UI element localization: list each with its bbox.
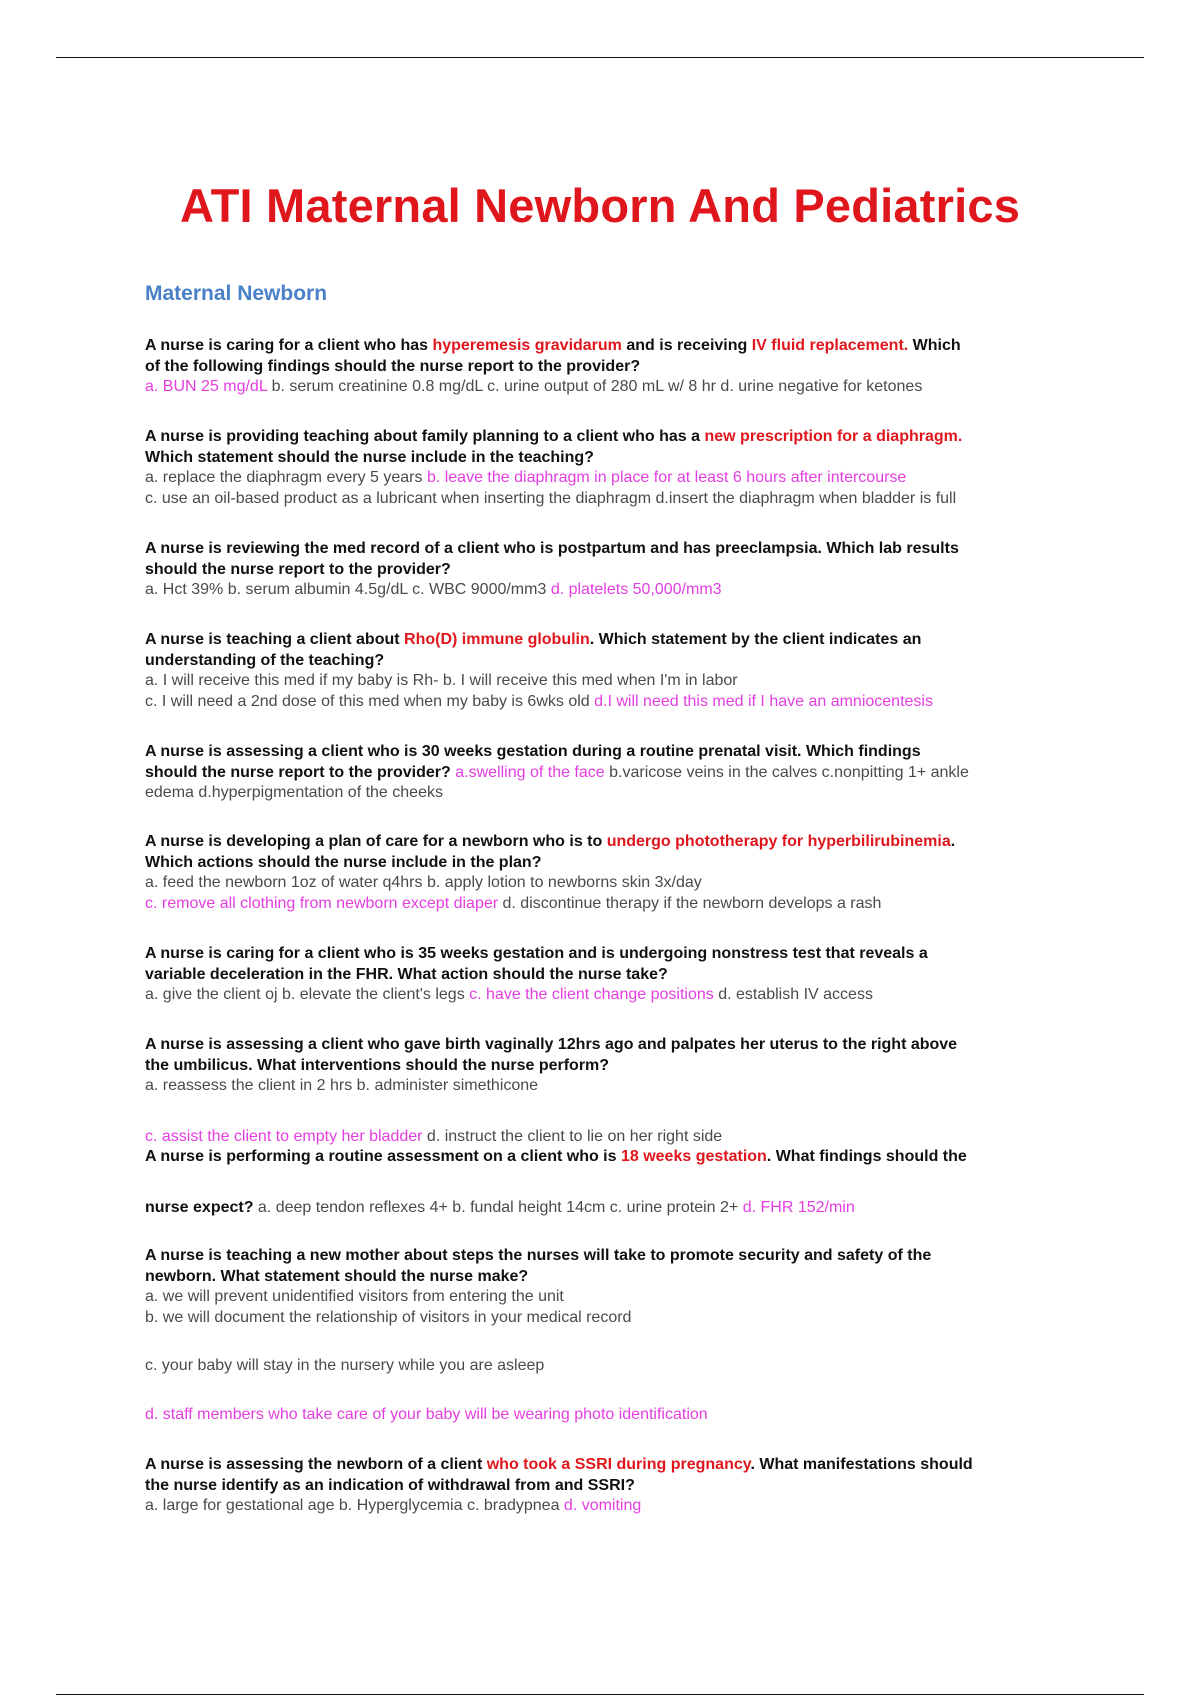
q1-options: b. serum creatinine 0.8 mg/dL c. urine output of 280 mL w/ 8 hr d. urine negative for ketones: [267, 378, 923, 395]
q6-options-ab: a. feed the newborn 1oz of water q4hrs b. apply lotion to newborns skin 3x/day: [145, 874, 702, 891]
top-rule: [56, 57, 1144, 58]
q9-highlight: 18 weeks gestation: [620, 1148, 767, 1165]
q10-option-b: b. we will document the relationship of visitors in your medical record: [145, 1308, 632, 1326]
q4-options-ab: a. I will receive this med if my baby is Rh- b. I will receive this med when I'm in labor: [145, 672, 738, 689]
q11-answer: d. vomiting: [563, 1497, 642, 1514]
q4-highlight: Rho(D) immune globulin: [404, 631, 590, 648]
q1-highlight-b: IV fluid replacement.: [751, 337, 909, 354]
q10-stem-b: newborn. What statement should the nurse make?: [145, 1267, 529, 1285]
q11-options: a. large for gestational age b. Hyperglycemia c. bradypnea: [145, 1497, 564, 1514]
q6-answer: c. remove all clothing from newborn except diaper: [145, 894, 499, 912]
q6-highlight: undergo phototherapy for hyperbilirubinemia: [606, 833, 951, 850]
q5-answer: a.swelling of the face: [455, 763, 605, 781]
q11-stem: A nurse is assessing the newborn of a client: [145, 1456, 487, 1473]
q10-option-c: c. your baby will stay in the nursery while you are asleep: [145, 1357, 545, 1374]
q7-answer: c. have the client change positions: [469, 986, 714, 1003]
q6-option-d: d. discontinue therapy if the newborn develops a rash: [498, 894, 882, 912]
q6-stem-c: Which actions should the nurse include in the plan?: [145, 853, 542, 871]
q9-options: a. deep tendon reflexes 4+ b. fundal height 14cm c. urine protein 2+: [253, 1198, 743, 1216]
question-6: [145, 832, 1085, 914]
q1-stem: A nurse is caring for a client who has: [145, 337, 433, 354]
q8-option-d: d. instruct the client to lie on her right side: [422, 1127, 723, 1145]
q10-stem: A nurse is teaching a new mother about steps the nurses will take to promote security and safety of the: [145, 1247, 932, 1264]
q3-stem: A nurse is reviewing the med record of a client who is postpartum and has preeclampsia. Which lab results: [145, 540, 959, 557]
q9-stem-c: nurse expect?: [145, 1198, 254, 1216]
question-10: [145, 1246, 1085, 1425]
q8-stem-b: the umbilicus. What interventions should the nurse perform?: [145, 1056, 610, 1074]
question-5: [145, 742, 1085, 804]
question-8: [145, 1035, 1085, 1147]
question-2: [145, 427, 1085, 509]
q1-answer: a. BUN 25 mg/dL: [145, 378, 268, 395]
q10-option-a: a. we will prevent unidentified visitors from entering the unit: [145, 1288, 564, 1305]
q5-options-b: edema d.hyperpigmentation of the cheeks: [145, 784, 443, 801]
q1-stem-d: of the following findings should the nurse report to the provider?: [145, 357, 641, 375]
q4-stem-b: . Which statement by the client indicates an: [589, 631, 922, 648]
q8-answer: c. assist the client to empty her bladder: [145, 1127, 423, 1145]
q3-stem-b: should the nurse report to the provider?: [145, 560, 451, 578]
q2-answer: b. leave the diaphragm in place for at least 6 hours after intercourse: [426, 469, 907, 486]
question-4: [145, 630, 1085, 712]
q4-stem-c: understanding of the teaching?: [145, 651, 385, 669]
q5-stem: A nurse is assessing a client who is 30 weeks gestation during a routine prenatal visit. Which findings: [145, 743, 921, 760]
q7-option-d: d. establish IV access: [713, 986, 873, 1003]
q4-answer: d.I will need this med if I have an amniocentesis: [594, 692, 933, 710]
q1-stem-b: and is receiving: [621, 337, 752, 354]
page-title: ATI Maternal Newborn And Pediatrics: [179, 179, 1021, 232]
q9-answer: d. FHR 152/min: [742, 1198, 855, 1216]
q5-options: b.varicose veins in the calves c.nonpitting 1+ ankle: [604, 763, 969, 781]
q2-highlight: new prescription for a diaphragm.: [704, 428, 963, 445]
q7-options-ab: a. give the client oj b. elevate the client's legs: [145, 986, 470, 1003]
q11-stem-b: . What manifestations should: [750, 1456, 973, 1473]
q2-stem-b: Which statement should the nurse include in the teaching?: [145, 448, 594, 466]
q9-stem-b: . What findings should the: [766, 1148, 967, 1165]
q3-answer: d. platelets 50,000/mm3: [550, 581, 722, 598]
question-3: [145, 539, 1085, 601]
q7-stem-b: variable deceleration in the FHR. What action should the nurse take?: [145, 965, 668, 983]
question-9: [145, 1147, 1085, 1218]
q7-stem: A nurse is caring for a client who is 35 weeks gestation and is undergoing nonstress test that reveals a: [145, 945, 928, 962]
q2-option-a: a. replace the diaphragm every 5 years: [145, 469, 427, 486]
section-heading: Maternal Newborn: [145, 282, 328, 305]
q4-stem: A nurse is teaching a client about: [145, 631, 405, 648]
q2-options-cd: c. use an oil-based product as a lubricant when inserting the diaphragm d.insert the diaphragm when bladder is full: [145, 489, 957, 507]
q8-stem: A nurse is assessing a client who gave birth vaginally 12hrs ago and palpates her uterus to the right above: [145, 1036, 958, 1053]
question-1: [145, 336, 1085, 398]
q6-stem-b: .: [950, 833, 956, 850]
q11-highlight: who took a SSRI during pregnancy: [486, 1456, 751, 1473]
question-7: [145, 944, 1085, 1006]
bottom-rule: [56, 1694, 1144, 1695]
q3-options: a. Hct 39% b. serum albumin 4.5g/dL c. WBC 9000/mm3: [145, 581, 551, 598]
q9-stem: A nurse is performing a routine assessment on a client who is: [145, 1148, 621, 1165]
q5-stem-b: should the nurse report to the provider?: [145, 763, 456, 781]
q6-stem: A nurse is developing a plan of care for a newborn who is to: [145, 833, 607, 850]
q1-highlight: hyperemesis gravidarum: [432, 337, 622, 354]
q4-option-c: c. I will need a 2nd dose of this med when my baby is 6wks old: [145, 692, 595, 710]
q1-stem-c: Which: [908, 337, 961, 354]
q10-answer: d. staff members who take care of your baby will be wearing photo identification: [145, 1405, 708, 1423]
q11-stem-c: the nurse identify as an indication of withdrawal from and SSRI?: [145, 1476, 635, 1494]
q8-options-ab: a. reassess the client in 2 hrs b. administer simethicone: [145, 1077, 539, 1094]
q2-stem: A nurse is providing teaching about family planning to a client who has a: [145, 428, 705, 445]
question-11: [145, 1455, 1085, 1517]
